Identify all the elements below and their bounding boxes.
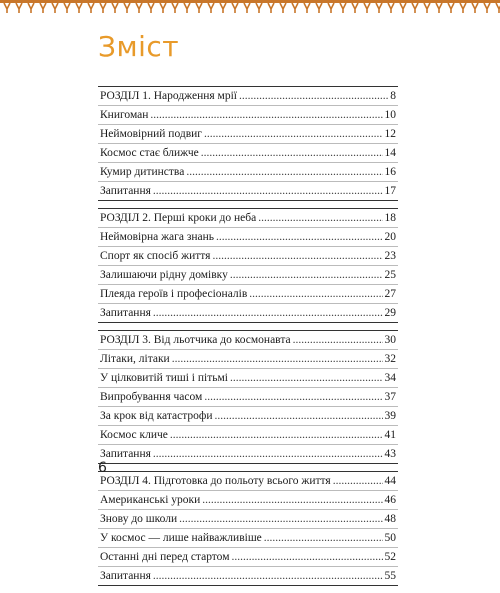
toc-entry-title: У космос — лише найважливіше	[100, 532, 262, 544]
toc-entry[interactable]	[98, 285, 398, 304]
toc-entry-title: Кумир дитинства	[100, 166, 185, 178]
toc-entry[interactable]	[98, 182, 398, 201]
toc-entry-page: 14	[384, 147, 396, 159]
toc-entry[interactable]	[98, 247, 398, 266]
toc-entry-title: Плеяда героїв і професіоналів	[100, 288, 248, 300]
dot-leader	[204, 388, 382, 406]
toc-entry-title: Космос стає ближче	[100, 147, 199, 159]
dot-leader	[333, 472, 383, 490]
toc-entry-title: РОЗДІЛ 3. Від льотчика до космонавта	[100, 334, 291, 346]
toc-entry-page: 44	[384, 475, 396, 487]
toc-entry-title: РОЗДІЛ 1. Народження мрії	[100, 90, 237, 102]
dot-leader	[212, 247, 382, 265]
toc-entry-title: Літаки, літаки	[100, 353, 170, 365]
toc-section	[98, 208, 398, 323]
toc-entry-title: Неймовірна жага знань	[100, 231, 215, 243]
dot-leader	[264, 529, 383, 547]
toc-entry[interactable]	[98, 407, 398, 426]
toc-entry[interactable]	[98, 125, 398, 144]
dot-leader	[170, 426, 383, 444]
toc-entry-page: 10	[384, 109, 396, 121]
toc-entry-page: 55	[384, 570, 396, 582]
toc-entry[interactable]	[98, 388, 398, 407]
toc-entry-title: Американські уроки	[100, 494, 201, 506]
toc-entry-title: Останні дні перед стартом	[100, 551, 230, 563]
toc-entry-page: 48	[384, 513, 396, 525]
toc-entry[interactable]	[98, 209, 398, 228]
toc-section	[98, 86, 398, 201]
dot-leader	[215, 407, 383, 425]
toc-entry-page: 18	[384, 212, 396, 224]
toc-entry-page: 27	[384, 288, 396, 300]
toc-entry[interactable]	[98, 266, 398, 285]
dot-leader	[202, 491, 382, 509]
toc-entry-title: Запитання	[100, 448, 151, 460]
toc-entry-title: Космос кличе	[100, 429, 168, 441]
toc-entry-page: 43	[384, 448, 396, 460]
table-of-contents	[98, 86, 398, 593]
dot-leader	[186, 163, 382, 181]
toc-entry-page: 12	[384, 128, 396, 140]
toc-entry-title: Запитання	[100, 570, 151, 582]
toc-entry[interactable]	[98, 228, 398, 247]
dot-leader	[239, 87, 388, 105]
toc-section	[98, 471, 398, 586]
toc-entry[interactable]	[98, 491, 398, 510]
toc-entry-page: 23	[384, 250, 396, 262]
dot-leader	[230, 369, 383, 387]
toc-entry-title: У цілковитій тиші і пітьмі	[100, 372, 228, 384]
toc-entry-page: 20	[384, 231, 396, 243]
dot-leader	[150, 106, 382, 124]
toc-entry-page: 29	[384, 307, 396, 319]
toc-entry-title: За крок від катастрофи	[100, 410, 213, 422]
toc-entry[interactable]	[98, 331, 398, 350]
toc-entry[interactable]	[98, 445, 398, 464]
dot-leader	[231, 548, 382, 566]
toc-entry-page: 32	[384, 353, 396, 365]
dot-leader	[201, 144, 383, 162]
toc-entry[interactable]	[98, 144, 398, 163]
dot-leader	[293, 331, 383, 349]
toc-entry-page: 30	[384, 334, 396, 346]
toc-entry-page: 8	[390, 90, 396, 102]
toc-entry[interactable]	[98, 350, 398, 369]
dot-leader	[249, 285, 382, 303]
dot-leader	[153, 182, 383, 200]
toc-entry-title: Запитання	[100, 307, 151, 319]
dot-leader	[179, 510, 382, 528]
toc-entry-title: Книгоман	[100, 109, 149, 121]
toc-entry-title: РОЗДІЛ 2. Перші кроки до неба	[100, 212, 257, 224]
toc-entry[interactable]	[98, 548, 398, 567]
toc-entry-title: Запитання	[100, 185, 151, 197]
toc-entry-page: 39	[384, 410, 396, 422]
toc-entry[interactable]	[98, 87, 398, 106]
toc-entry-page: 50	[384, 532, 396, 544]
dot-leader	[258, 209, 382, 227]
dot-leader	[230, 266, 383, 284]
toc-entry-title: Залишаючи рідну домівку	[100, 269, 228, 281]
toc-entry-title: Спорт як спосіб життя	[100, 250, 211, 262]
toc-entry[interactable]	[98, 472, 398, 491]
toc-entry[interactable]	[98, 567, 398, 586]
dot-leader	[153, 567, 383, 585]
toc-entry[interactable]	[98, 106, 398, 125]
dot-leader	[153, 304, 383, 322]
toc-entry-page: 17	[384, 185, 396, 197]
toc-entry-page: 34	[384, 372, 396, 384]
dot-leader	[172, 350, 383, 368]
toc-entry[interactable]	[98, 426, 398, 445]
toc-entry-title: Випробування часом	[100, 391, 203, 403]
toc-entry-title: Знову до школи	[100, 513, 178, 525]
dot-leader	[204, 125, 382, 143]
toc-entry-title: Неймовірний подвиг	[100, 128, 203, 140]
toc-entry-page: 46	[384, 494, 396, 506]
toc-entry-page: 25	[384, 269, 396, 281]
decorative-border	[0, 0, 500, 16]
dot-leader	[216, 228, 382, 246]
toc-entry[interactable]	[98, 510, 398, 529]
toc-entry[interactable]	[98, 529, 398, 548]
page-number: 6	[98, 460, 107, 476]
toc-entry-page: 41	[384, 429, 396, 441]
dot-leader	[153, 445, 383, 463]
toc-entry-title: РОЗДІЛ 4. Підготовка до польоту всього життя	[100, 475, 331, 487]
toc-entry[interactable]	[98, 369, 398, 388]
toc-entry-page: 37	[384, 391, 396, 403]
toc-entry-page: 16	[384, 166, 396, 178]
page-title: Зміст	[98, 30, 180, 63]
toc-entry[interactable]	[98, 163, 398, 182]
toc-section	[98, 330, 398, 464]
toc-entry-page: 52	[384, 551, 396, 563]
toc-entry[interactable]	[98, 304, 398, 323]
